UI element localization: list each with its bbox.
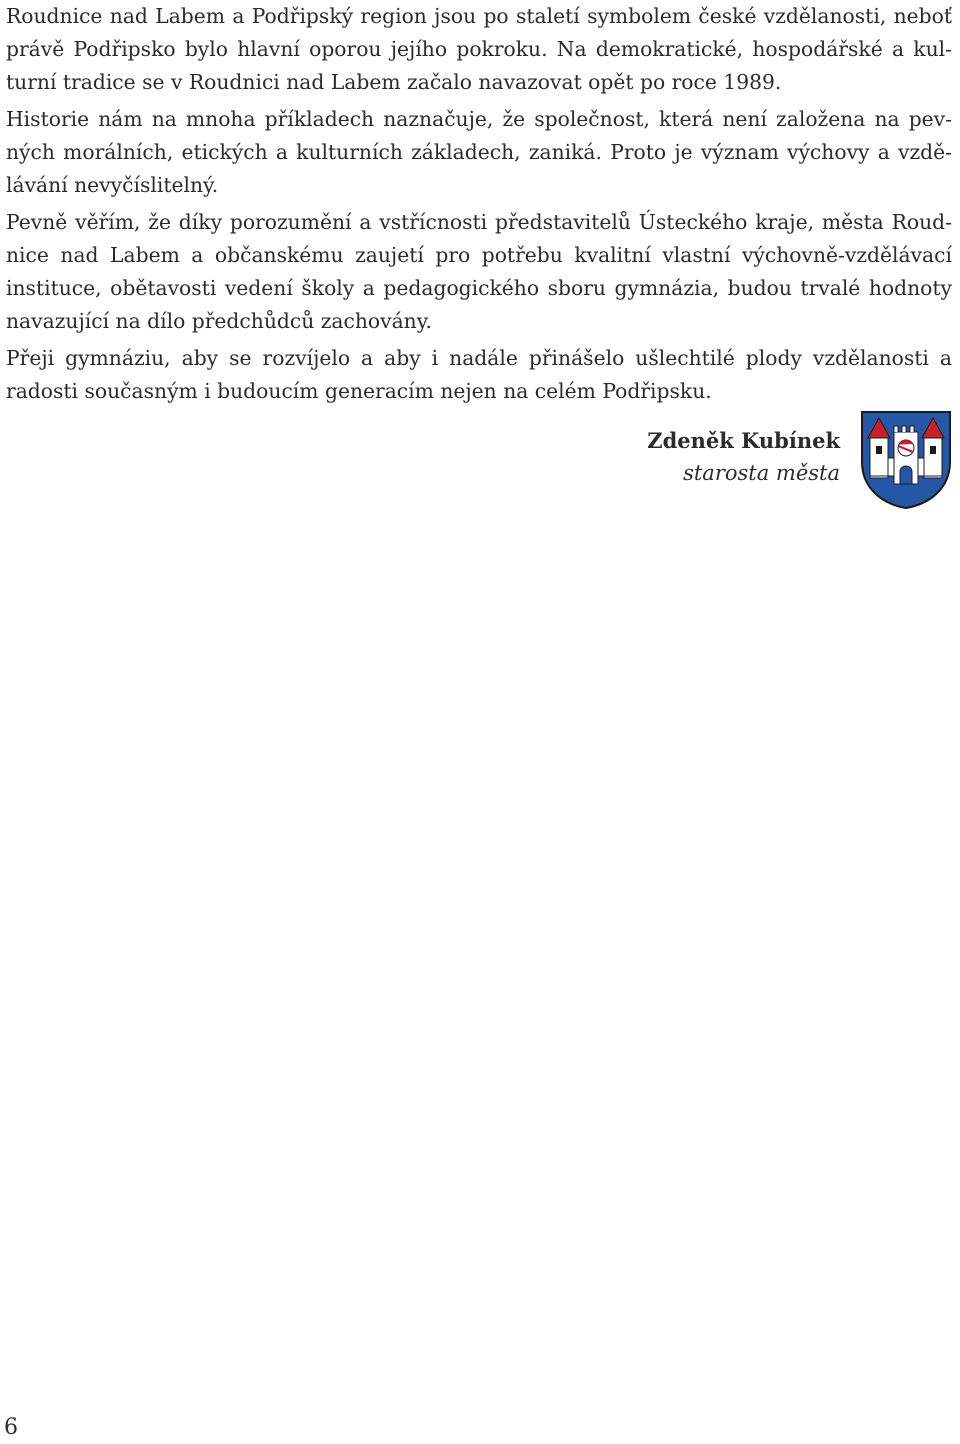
castle-coat-of-arms-icon [860, 410, 952, 510]
signatory-title: starosta města [683, 461, 840, 485]
signature-block [647, 424, 840, 490]
left-tower [870, 436, 888, 478]
paragraph-4: Přeji gymnáziu, aby se rozvíjelo a aby i nadále přinášelo ušlechtilé plody vzdělanosti a radosti současným i budoucím generacím nejen na celém Podřipsku. [6, 346, 952, 403]
signatory-name: Zdeněk Kubínek [647, 428, 840, 453]
paragraph-2: Historie nám na mnoha příkladech naznačuje, že společnost, která není založena na pevných morálních, etických a kulturních základech, zaniká. Proto je význam výchovy a vzdělávání nevyčíslitelný. [6, 107, 952, 197]
page-number: 6 [4, 1415, 18, 1440]
right-tower [924, 436, 942, 478]
paragraph-1: Roudnice nad Labem a Podřipský region jsou po staletí symbolem české vzdělanosti, neboť právě Podřipsko bylo hlavní oporou jejího pokroku. Na demokratické, hospodářské a kulturní tradice se v Roudnici nad Labem začalo navazovat opět po roce 1989. [6, 4, 952, 94]
paragraph-3: Pevně věřím, že díky porozumění a vstřícnosti představitelů Ústeckého kraje, města Roudnice nad Labem a občanskému zaujetí pro potřebu kvalitní vlastní výchovně-vzdělávací instituce, obětavosti vedení školy a pedagogického sboru gymnázia, budou trvalé hodnoty navazující na dílo předchůdců zachovány. [6, 210, 952, 333]
castle-gate [900, 466, 912, 484]
letter-body [6, 0, 952, 412]
